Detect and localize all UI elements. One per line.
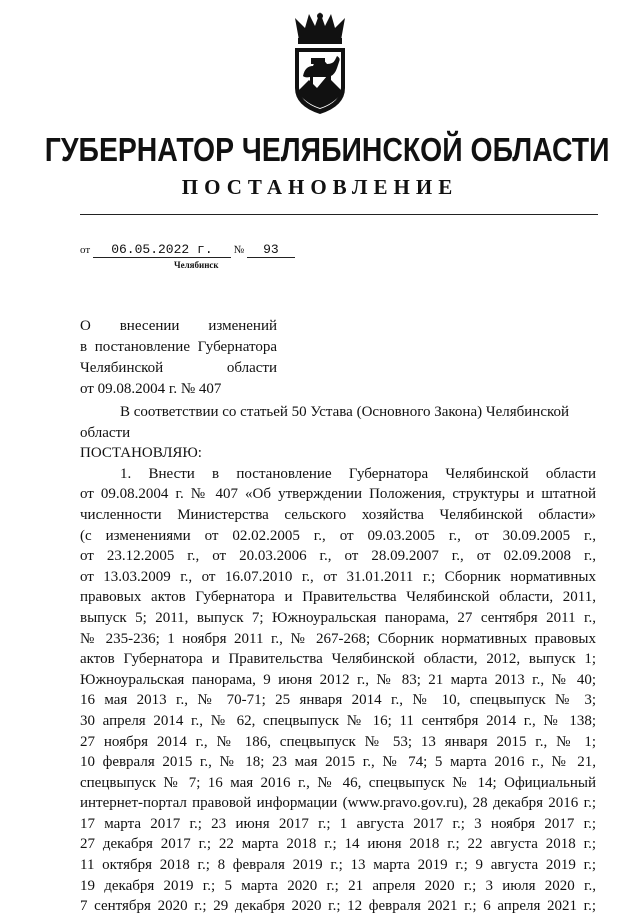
header-divider xyxy=(80,214,598,215)
issue-city: Челябинск xyxy=(174,260,219,270)
body-line: (с изменениями от 02.02.2005 г., от 09.03.2005 г., от 30.09.2005 г., xyxy=(80,527,596,544)
subject-line: от 09.08.2004 г. № 407 xyxy=(80,381,222,397)
number-sign: № xyxy=(233,244,245,256)
body-line: правовых актов Губернатора и Правительства Челябинской области, 2011, xyxy=(80,589,596,606)
body-line: интернет-портал правовой информации (www.pravo.gov.ru), 28 декабря 2016 г.; xyxy=(80,795,596,812)
date-number-line xyxy=(80,243,295,258)
date-prefix: от xyxy=(80,244,91,256)
body-line: № 235-236; 1 ноября 2011 г., № 267-268; Сборник нормативных правовых xyxy=(80,630,596,647)
body-line: 11 октября 2018 г.; 8 февраля 2019 г.; 13 марта 2019 г.; 9 августа 2019 г.; xyxy=(80,857,596,874)
subject-line: Челябинской области xyxy=(80,360,277,376)
subject-line: в постановление Губернатора xyxy=(80,339,277,355)
body-line: 27 декабря 2017 г.; 22 марта 2018 г.; 14 июня 2018 г.; 22 августа 2018 г.; xyxy=(80,836,596,853)
body-line: от 13.03.2009 г., от 16.07.2010 г., от 31.01.2011 г.; Сборник нормативных xyxy=(80,568,596,585)
body-line: от 23.12.2005 г., от 20.03.2006 г., от 28.09.2007 г., от 02.09.2008 г., xyxy=(80,548,596,565)
body-line: 17 марта 2017 г.; 23 июня 2017 г.; 1 августа 2017 г.; 3 ноября 2017 г.; xyxy=(80,815,596,832)
body-line: В соответствии со статьей 50 Устава (Основного Закона) Челябинской xyxy=(120,404,570,420)
document-subject xyxy=(80,316,277,400)
body-line: выпуск 5; 2011, выпуск 7; Южноуральская панорама, 27 сентября 2011 г., xyxy=(80,609,596,626)
body-line: области xyxy=(80,424,131,441)
body-line: актов Губернатора и Правительства Челябинской области, 2012, выпуск 1; xyxy=(80,651,596,668)
issuer-title: ГУБЕРНАТОР ЧЕЛЯБИНСКОЙ ОБЛАСТИ xyxy=(44,131,610,168)
body-line: спецвыпуск № 7; 16 мая 2016 г., № 46, спецвыпуск № 14; Официальный xyxy=(80,774,596,791)
document-body xyxy=(80,402,596,917)
document-date: 06.05.2022 г. xyxy=(93,243,231,258)
body-line: 7 сентября 2020 г.; 29 декабря 2020 г.; 12 февраля 2021 г.; 6 апреля 2021 г.; xyxy=(80,898,596,915)
body-line: от 09.08.2004 г. № 407 «Об утверждении Положения, структуры и штатной xyxy=(80,486,596,503)
body-line: ПОСТАНОВЛЯЮ: xyxy=(80,445,202,462)
body-line: Южноуральская панорама, 9 июня 2012 г., № 83; 21 марта 2013 г., № 40; xyxy=(80,671,596,688)
chelyabinsk-coat-of-arms-icon xyxy=(283,10,357,118)
body-line: 19 декабря 2019 г.; 5 марта 2020 г.; 21 апреля 2020 г.; 3 июля 2020 г., xyxy=(80,877,596,894)
subject-line: О внесении изменений xyxy=(80,318,277,334)
body-line: 27 ноября 2014 г., № 186, спецвыпуск № 53; 13 января 2015 г., № 1; xyxy=(80,733,596,750)
body-line: 1. Внести в постановление Губернатора Челябинской области xyxy=(120,465,596,482)
body-line: 30 апреля 2014 г., № 62, спецвыпуск № 16; 11 сентября 2014 г., № 138; xyxy=(80,712,596,729)
document-number: 93 xyxy=(247,243,295,258)
body-line: численности Министерства сельского хозяйства Челябинской области» xyxy=(80,506,596,523)
document-type-heading: ПОСТАНОВЛЕНИЕ xyxy=(181,175,459,199)
body-line: 10 февраля 2015 г., № 18; 23 мая 2015 г., № 74; 5 марта 2016 г., № 21, xyxy=(80,754,596,771)
body-line: 16 мая 2013 г., № 70-71; 25 января 2014 г., № 10, спецвыпуск № 3; xyxy=(80,692,596,709)
